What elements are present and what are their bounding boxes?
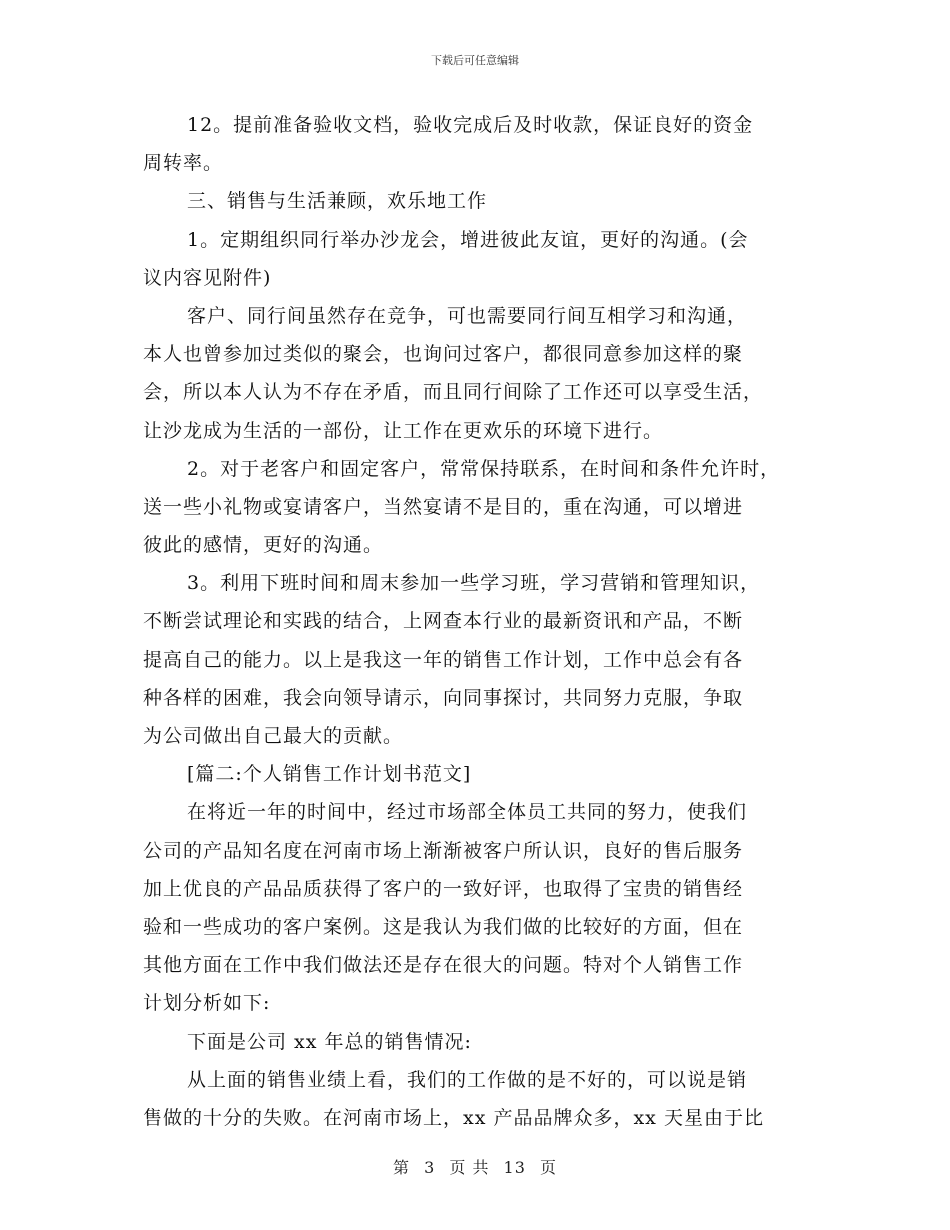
- text-line: 提高自己的能力。以上是我这一年的销售工作计划，工作中总会有各: [143, 648, 744, 671]
- text-line: 验和一些成功的客户案例。这是我认为我们做的比较好的方面，但在: [143, 915, 744, 938]
- text-line: 下面是公司 xx 年总的销售情况:: [187, 1030, 472, 1053]
- text-line: 其他方面在工作中我们做法还是存在很大的问题。特对个人销售工作: [143, 954, 744, 977]
- text-line: 种各样的困难，我会向领导请示，向同事探讨，共同努力克服，争取: [143, 686, 744, 709]
- page-footer: [0, 1155, 950, 1178]
- document-body: [143, 106, 803, 1137]
- footer-page-number: 3: [424, 1158, 436, 1177]
- text-line: 公司的产品知名度在河南市场上渐渐被客户所认识，良好的售后服务: [143, 839, 744, 862]
- text-line: 议内容见附件): [143, 266, 272, 289]
- text-line: 不断尝试理论和实践的结合，上网查本行业的最新资讯和产品，不断: [143, 610, 744, 633]
- text-line: 3。利用下班时间和周末参加一些学习班，学习营销和管理知识，: [187, 572, 761, 595]
- text-line: 让沙龙成为生活的一部份，让工作在更欢乐的环境下进行。: [143, 419, 664, 442]
- text-line: 会，所以本人认为不存在矛盾，而且同行间除了工作还可以享受生活，: [143, 381, 764, 404]
- footer-middle: 页 共: [449, 1158, 490, 1177]
- text-line: 从上面的销售业绩上看，我们的工作做的是不好的，可以说是销: [187, 1068, 748, 1091]
- footer-prefix: 第: [392, 1158, 410, 1177]
- text-line: 客户、同行间虽然存在竞争，可也需要同行间互相学习和沟通，: [187, 304, 748, 327]
- text-line: 在将近一年的时间中，经过市场部全体员工共同的努力，使我们: [187, 801, 748, 824]
- page-header: 下载后可任意编辑: [431, 54, 519, 67]
- text-line: [篇二:个人销售工作计划书范文]: [187, 763, 472, 786]
- text-line: 为公司做出自己最大的贡献。: [143, 725, 404, 747]
- text-line: 2。对于老客户和固定客户，常常保持联系，在时间和条件允许时，: [187, 457, 781, 480]
- footer-suffix: 页: [540, 1158, 558, 1177]
- footer-total-pages: 13: [503, 1158, 526, 1177]
- text-line: 计划分析如下:: [143, 992, 271, 1015]
- text-line: 本人也曾参加过类似的聚会，也询问过客户，都很同意参加这样的聚: [143, 343, 744, 366]
- text-line: 送一些小礼物或宴请客户，当然宴请不是目的，重在沟通，可以增进: [143, 495, 744, 518]
- text-line: 周转率。: [143, 152, 224, 175]
- text-line: 彼此的感情，更好的沟通。: [143, 534, 384, 557]
- text-line: 12。提前准备验收文档，验收完成后及时收款，保证良好的资金: [187, 114, 754, 136]
- text-line: 1。定期组织同行举办沙龙会，增进彼此友谊，更好的沟通。(会: [187, 228, 749, 251]
- text-line: 售做的十分的失败。在河南市场上，xx 产品品牌众多，xx 天星由于比: [143, 1106, 764, 1129]
- text-line: 加上优良的产品品质获得了客户的一致好评，也取得了宝贵的销售经: [143, 877, 744, 900]
- text-line: 三、销售与生活兼顾，欢乐地工作: [187, 190, 488, 213]
